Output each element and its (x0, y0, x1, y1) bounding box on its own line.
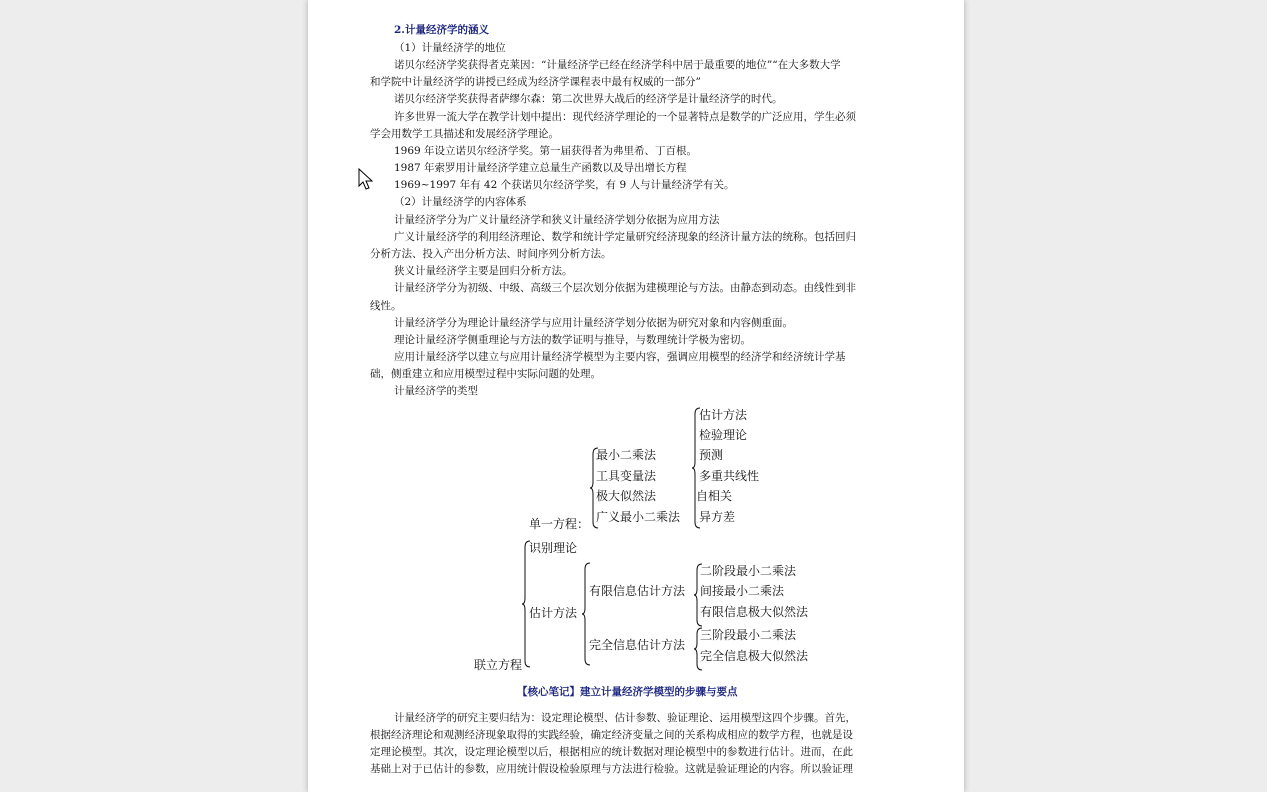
full-method-item: 三阶段最小二乘法 (700, 628, 797, 642)
method-item: 最小二乘法 (596, 448, 657, 462)
paragraph-line: 1987 年索罗用计量经济学建立总量生产函数以及导出增长方程 (394, 162, 687, 174)
paragraph-line: 诺贝尔经济学奖获得者萨缪尔森：第二次世界大战后的经济学是计量经济学的时代。 (394, 93, 783, 105)
mouse-pointer-icon (358, 168, 374, 192)
limited-method-item: 间接最小二乘法 (700, 584, 785, 598)
paragraph-line: 分析方法、投入产出分析方法、时间序列分析方法。 (370, 248, 612, 260)
section-title: 2.计量经济学的涵义 (394, 24, 489, 36)
paragraph-line: 1969~1997 年有 42 个获诺贝尔经济学奖，有 9 人与计量经济学有关。 (394, 179, 735, 191)
paragraph-line: 广义计量经济学的利用经济理论、数学和统计学定量研究经济现象的经济计量方法的统称。包括回归 (394, 231, 856, 243)
paragraph-line: 定理论模型。其次，设定理论模型以后，根据相应的统计数据对理论模型中的参数进行估计。进而，在此 (370, 746, 853, 758)
paragraph-line: 根据经济理论和观测经济现象取得的实践经验，确定经济变量之间的关系构成相应的数学方程，也就是设 (370, 729, 853, 741)
paragraph-line: 学会用数学工具描述和发展经济学理论。 (370, 128, 559, 140)
paragraph-line: 线性。 (370, 300, 402, 312)
test-item: 多重共线性 (699, 469, 760, 483)
single-equation-label: 单一方程： (529, 517, 590, 531)
limited-method-item: 有限信息极大似然法 (700, 605, 809, 619)
test-item: 异方差 (699, 510, 736, 524)
paragraph-line: 诺贝尔经济学奖获得者克莱因：“计量经济学已经在经济学科中居于最重要的地位”“在大多数大学 (394, 59, 841, 71)
paragraph-line: 计量经济学分为初级、中级、高级三个层次划分依据为建模理论与方法。由静态到动态。由线性到非 (394, 282, 856, 294)
simultaneous-equation-label: 联立方程 (474, 658, 523, 672)
paragraph-line: 许多世界一流大学在教学计划中提出：现代经济学理论的一个显著特点是数学的广泛应用，学生必须 (394, 111, 856, 123)
method-item: 工具变量法 (596, 469, 657, 483)
paragraph-line: 理论计量经济学侧重理论与方法的数学证明与推导，与数理统计学极为密切。 (394, 334, 751, 346)
paragraph-line: 狭义计量经济学主要是回归分析方法。 (394, 265, 573, 277)
limited-information-label: 有限信息估计方法 (589, 584, 686, 598)
full-information-label: 完全信息估计方法 (589, 638, 686, 652)
paragraph-line: 计量经济学的类型 (394, 385, 478, 397)
document-page (308, 0, 964, 792)
paragraph-line: 计量经济学的研究主要归结为：设定理论模型、估计参数、验证理论、运用模型这四个步骤。首先， (394, 712, 856, 724)
full-method-item: 完全信息极大似然法 (700, 649, 809, 663)
paragraph-line: 和学院中计量经济学的讲授已经成为经济学课程表中最有权威的一部分” (370, 76, 701, 88)
limited-method-item: 二阶段最小二乘法 (700, 564, 797, 578)
paragraph-line: 1969 年设立诺贝尔经济学奖。第一届获得者为弗里希、丁百根。 (394, 145, 698, 157)
subheading-content: （2）计量经济学的内容体系 (394, 196, 527, 208)
estimation-method: 估计方法 (529, 606, 578, 620)
brace-simultaneous (522, 541, 532, 667)
test-item: 估计方法 (699, 408, 748, 422)
method-item: 广义最小二乘法 (596, 510, 681, 524)
core-note-title: 【核心笔记】建立计量经济学模型的步骤与要点 (517, 686, 738, 698)
paragraph-line: 计量经济学分为理论计量经济学与应用计量经济学划分依据为研究对象和内容侧重面。 (394, 317, 793, 329)
test-item: 检验理论 (699, 428, 748, 442)
paragraph-line: 计量经济学分为广义计量经济学和狭义计量经济学划分依据为应用方法 (394, 214, 720, 226)
paragraph-line: 础，侧重建立和应用模型过程中实际问题的处理。 (370, 368, 601, 380)
test-item: 预测 (699, 448, 724, 462)
subheading-status: （1）计量经济学的地位 (394, 42, 506, 54)
paragraph-line: 基础上对于已估计的参数，应用统计假设检验原理与方法进行检验。这就是验证理论的内容。所以验证理 (370, 763, 853, 775)
identification-theory: 识别理论 (529, 541, 578, 555)
paragraph-line: 应用计量经济学以建立与应用计量经济学模型为主要内容，强调应用模型的经济学和经济统计学基 (394, 351, 846, 363)
test-item: 自相关 (696, 489, 733, 503)
method-item: 极大似然法 (596, 489, 657, 503)
